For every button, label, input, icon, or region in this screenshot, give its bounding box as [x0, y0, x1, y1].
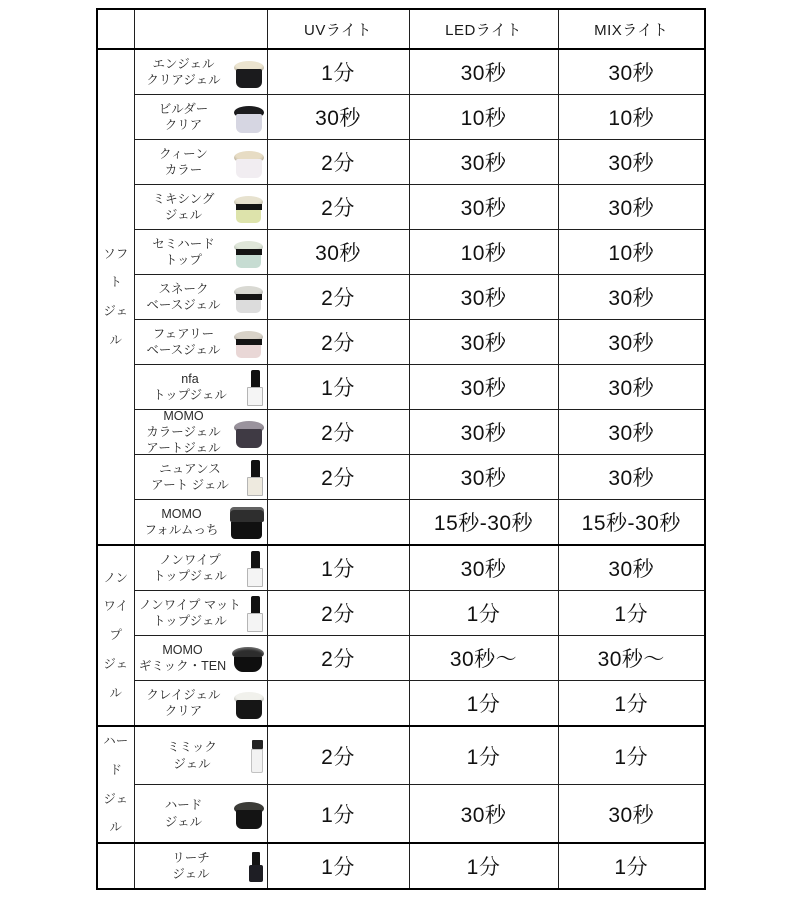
time-uv-cell: 2分 — [267, 726, 409, 785]
curing-time-table — [96, 8, 706, 890]
time-mix-cell: 10秒 — [558, 95, 705, 140]
product-cell — [134, 636, 267, 681]
time-led-cell: 1分 — [409, 591, 558, 636]
header-product-cell — [134, 9, 267, 49]
product-photo-jar-icon — [234, 57, 264, 88]
product-name: ハード ジェル — [164, 798, 203, 829]
product-cell — [134, 500, 267, 546]
product-cell — [134, 410, 267, 455]
table-row — [97, 49, 705, 95]
product-cell — [134, 726, 267, 785]
product-name: リーチ ジェル — [172, 850, 210, 881]
table-row — [97, 185, 705, 230]
time-mix-cell: 30秒 — [558, 455, 705, 500]
time-uv-cell: 2分 — [267, 185, 409, 230]
product-name: ミミック ジェル — [167, 740, 217, 771]
time-led-cell: 1分 — [409, 681, 558, 727]
category-cell: ノン ワイプ ジェル — [97, 545, 134, 726]
time-uv-cell: 1分 — [267, 843, 409, 889]
table-header — [97, 9, 705, 49]
time-led-cell: 30秒 — [409, 545, 558, 591]
header-row — [97, 9, 705, 49]
product-name: MOMO フォルムっち — [144, 506, 219, 537]
time-led-cell: 30秒 — [409, 275, 558, 320]
time-mix-cell: 1分 — [558, 681, 705, 727]
product-name: MOMO カラージェル アートジェル — [146, 409, 221, 455]
product-cell — [134, 185, 267, 230]
time-mix-cell: 30秒 — [558, 275, 705, 320]
time-led-cell: 30秒 — [409, 365, 558, 410]
time-led-cell: 30秒 — [409, 785, 558, 844]
table-row — [97, 591, 705, 636]
table-row — [97, 320, 705, 365]
product-name: ビルダー クリア — [158, 101, 209, 132]
product-cell — [134, 843, 267, 889]
product-cell — [134, 591, 267, 636]
product-cell — [134, 320, 267, 365]
time-led-cell: 30秒 — [409, 410, 558, 455]
product-photo-jar-icon — [234, 417, 264, 448]
time-mix-cell: 30秒 — [558, 185, 705, 230]
time-mix-cell: 30秒 — [558, 785, 705, 844]
time-led-cell: 1分 — [409, 843, 558, 889]
time-led-cell: 30秒 — [409, 49, 558, 95]
product-name: エンジェル クリアジェル — [146, 56, 221, 87]
product-photo-squatjar-icon — [232, 645, 264, 672]
table-row — [97, 843, 705, 889]
time-mix-cell: 15秒-30秒 — [558, 500, 705, 546]
time-uv-cell: 2分 — [267, 275, 409, 320]
time-mix-cell: 30秒 — [558, 320, 705, 365]
product-cell — [134, 230, 267, 275]
product-photo-jar-icon — [234, 798, 264, 829]
time-mix-cell: 10秒 — [558, 230, 705, 275]
time-uv-cell: 1分 — [267, 365, 409, 410]
time-mix-cell: 30秒 — [558, 140, 705, 185]
table-row — [97, 726, 705, 785]
table-row — [97, 230, 705, 275]
time-led-cell: 30秒 — [409, 455, 558, 500]
product-photo-polish-icon — [247, 595, 264, 632]
product-name: MOMO ギミック・TEN — [138, 642, 227, 673]
time-led-cell: 30秒 — [409, 185, 558, 230]
product-photo-jar3-icon — [234, 191, 264, 223]
time-uv-cell: 2分 — [267, 591, 409, 636]
product-cell — [134, 455, 267, 500]
time-uv-cell: 30秒 — [267, 230, 409, 275]
category-cell: ハード ジェル — [97, 726, 134, 843]
product-name: クレイジェル クリア — [146, 687, 221, 718]
table-row — [97, 681, 705, 727]
product-name: セミハード トップ — [152, 236, 215, 267]
header-led-light: LEDライト — [409, 9, 558, 49]
product-cell — [134, 681, 267, 727]
product-photo-jar-icon — [234, 102, 264, 133]
time-led-cell: 1分 — [409, 726, 558, 785]
time-uv-cell: 2分 — [267, 140, 409, 185]
time-mix-cell: 30秒 — [558, 410, 705, 455]
product-photo-jar-icon — [234, 147, 264, 178]
time-uv-cell: 1分 — [267, 785, 409, 844]
time-led-cell: 10秒 — [409, 230, 558, 275]
product-cell — [134, 275, 267, 320]
product-name: クィーン カラー — [159, 146, 208, 177]
table-row — [97, 410, 705, 455]
product-photo-polish-icon — [247, 459, 264, 496]
header-category-cell — [97, 9, 134, 49]
time-uv-cell: 2分 — [267, 410, 409, 455]
category-cell — [97, 843, 134, 889]
time-uv-cell: 1分 — [267, 545, 409, 591]
time-uv-cell: 2分 — [267, 636, 409, 681]
header-mix-light: MIXライト — [558, 9, 705, 49]
time-mix-cell: 30秒～ — [558, 636, 705, 681]
product-cell — [134, 785, 267, 844]
product-cell — [134, 49, 267, 95]
product-cell — [134, 365, 267, 410]
time-led-cell: 10秒 — [409, 95, 558, 140]
table-body — [97, 49, 705, 889]
product-photo-jar3-icon — [234, 326, 264, 358]
header-uv-light: UVライト — [267, 9, 409, 49]
time-led-cell: 30秒 — [409, 140, 558, 185]
time-mix-cell: 1分 — [558, 591, 705, 636]
table-row — [97, 275, 705, 320]
table-row — [97, 785, 705, 844]
time-mix-cell: 1分 — [558, 726, 705, 785]
time-uv-cell: 30秒 — [267, 95, 409, 140]
time-uv-cell: 2分 — [267, 320, 409, 365]
product-photo-polish-icon — [247, 369, 264, 406]
table-row — [97, 545, 705, 591]
product-photo-jar3-icon — [234, 281, 264, 313]
time-uv-cell — [267, 500, 409, 546]
time-led-cell: 15秒-30秒 — [409, 500, 558, 546]
product-photo-jar-icon — [234, 688, 264, 719]
product-name: nfa トップジェル — [153, 371, 227, 402]
product-cell — [134, 545, 267, 591]
product-name: スネーク ベースジェル — [146, 281, 221, 312]
table-row — [97, 95, 705, 140]
time-uv-cell: 2分 — [267, 455, 409, 500]
table-row — [97, 500, 705, 546]
product-photo-widejar-icon — [230, 505, 264, 539]
product-cell — [134, 140, 267, 185]
table-row — [97, 636, 705, 681]
table-row — [97, 455, 705, 500]
time-led-cell: 30秒～ — [409, 636, 558, 681]
product-photo-polish-icon — [247, 550, 264, 587]
table-row — [97, 140, 705, 185]
category-cell: ソフト ジェル — [97, 49, 134, 545]
product-name: ノンワイプ マット トップジェル — [139, 597, 241, 628]
product-name: ニュアンス アート ジェル — [151, 461, 229, 492]
product-cell — [134, 95, 267, 140]
product-name: ノンワイプ トップジェル — [153, 552, 227, 583]
time-mix-cell: 30秒 — [558, 365, 705, 410]
product-photo-tube-icon — [251, 739, 264, 773]
time-uv-cell — [267, 681, 409, 727]
time-uv-cell: 1分 — [267, 49, 409, 95]
product-photo-bottle-icon — [249, 851, 264, 882]
table-row — [97, 365, 705, 410]
product-name: フェアリー ベースジェル — [146, 326, 221, 357]
time-mix-cell: 30秒 — [558, 545, 705, 591]
product-photo-jar3-icon — [234, 236, 264, 268]
time-mix-cell: 30秒 — [558, 49, 705, 95]
time-mix-cell: 1分 — [558, 843, 705, 889]
product-name: ミキシング ジェル — [152, 191, 215, 222]
time-led-cell: 30秒 — [409, 320, 558, 365]
